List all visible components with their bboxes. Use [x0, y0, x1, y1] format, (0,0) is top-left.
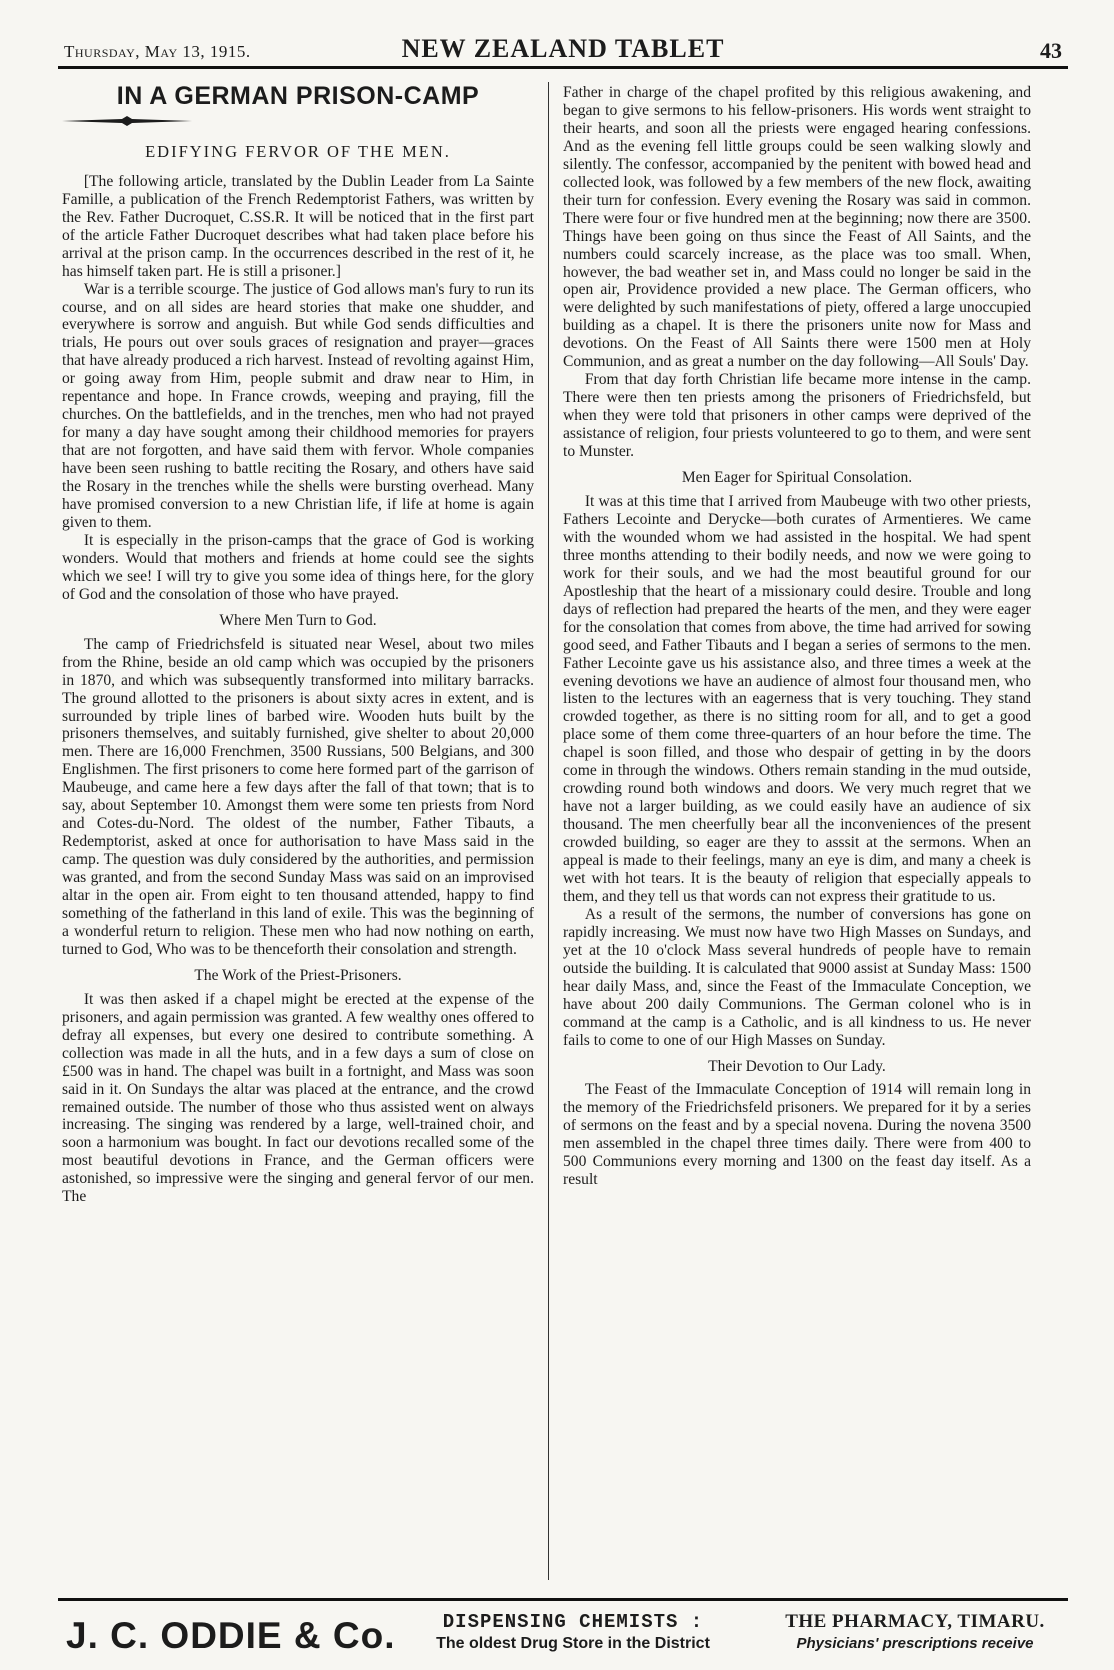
section-heading: The Work of the Priest-Prisoners. [194, 966, 402, 984]
advert-location: THE PHARMACY, TIMARU. [785, 1611, 1045, 1632]
newspaper-title: NEW ZEALAND TABLET [401, 34, 725, 63]
advertiser-name: J. C. ODDIE & Co. [66, 1615, 396, 1656]
advert-line-2: The oldest Drug Store in the District [436, 1635, 710, 1652]
paragraph: As a result of the sermons, the number of conversions has gone on rapidly increasing. We must now have two High Masses on Sundays, and yet at the 10 o'clock Mass several hundreds of people have to remain outside the building. It is calculated that 9000 assist at Sunday Mass: 1500 hear daily Mass, and, since the Feast of the Immaculate Conception, we have about 200 daily Communions. The German colonel who is in command at the camp is a Catholic, and is all kindness to us. He never fails to come to one of our High Masses on Sunday. [563, 905, 1031, 1049]
column-rule [548, 82, 549, 1580]
paragraph: The camp of Friedrichsfeld is situated near Wesel, about two miles from the Rhine, beside an old camp which was occupied by the prisoners in 1870, and which was subsequently transformed into military barracks. The ground allotted to the prisoners is about sixty acres in extent, and is surrounded by triple lines of barbed wire. Wooden huts built by the prisoners themselves, and suitably furnished, give shelter to about 20,000 men. There are 16,000 Frenchmen, 3500 Russians, 500 Belgians, and 300 Englishmen. The first prisoners to come here formed part of the garrison of Maubeuge, and came here a few days after the fall of that town; that is to say, about September 10. Amongst them were some ten priests from Nord and Cotes-du-Nord. The oldest of the number, Father Tibauts, a Redemptorist, asked at once for authorisation to have Mass said in the camp. The question was duly considered by the authorities, and permission was granted, and from the second Sunday Mass was said on an improvised altar in the open air. From eight to ten thousand attended, happy to find something of the fatherland in this land of exile. This was the beginning of a wonderful return to religion. These men who had now nothing on earth, turned to God, Who was to be thenceforth their consolation and strength. [62, 635, 534, 958]
paragraph: The Feast of the Immaculate Conception of 1914 will remain long in the memory of the Friedrichsfeld prisoners. We prepared for it by a series of sermons on the feast and by a special novena. During the novena 3500 men assembled in the chapel three times daily. There were from 400 to 500 Communions every morning and 1300 on the feast day itself. As a result [563, 1081, 1031, 1189]
section-heading: Their Devotion to Our Lady. [708, 1057, 886, 1075]
masthead [58, 34, 1068, 69]
paragraph: It is especially in the prison-camps that the grace of God is working wonders. Would that mothers and friends at home could see the sights which we see! I will try to give you some idea of things here, for the glory of God and the consolation of those who have prayed. [62, 531, 534, 603]
paragraph: It was then asked if a chapel might be erected at the expense of the prisoners, and again permission was granted. A few wealthy ones offered to defray all expenses, but every one desired to contribute something. A collection was made in all the huts, and in a few days a sum of close on £500 was in hand. The chapel was built in a fortnight, and Mass was soon said in it. On Sundays the altar was placed at the entrance, and the crowd remained outside. The number of those who thus assisted went on always increasing. The singing was rendered by a large, well-trained choir, and soon a harmonium was bought. In fact our devotions recalled some of the most beautiful devotions in France, and the German officers were astonished, so impressive were the singing and general fervor of our men. The [62, 990, 534, 1206]
paragraph: From that day forth Christian life became more intense in the camp. There were then ten priests among the prisoners of Friedrichsfeld, but when they were told that prisoners in other camps were deprived of the assistance of religion, four priests volunteered to go to them, and were sent to Munster. [563, 371, 1031, 461]
section-heading: Men Eager for Spiritual Consolation. [681, 469, 913, 487]
article-subtitle: EDIFYING FERVOR OF THE MEN. [145, 141, 451, 161]
title-ornament [62, 116, 192, 126]
issue-date: Thursday, May 13, 1915. [64, 42, 251, 61]
paragraph: War is a terrible scourge. The justice of God allows man's fury to run its course, and on all sides are heard stories that make one shudder, and everywhere is sorrow and anguish. But while God sends difficulties and trials, He pours out over souls graces of resignation and prayer—graces that have already produced a rich harvest. Instead of revolting against Him, or going away from Him, people submit and draw near to Him, in repentance and hope. In France crowds, weeping and praying, fill the churches. On the battlefields, and in the trenches, men who had not prayed for many a day have sought among their childhood memories for prayers that are not forgotten, and have said them with fervor. Whole companies have been seen rushing to battle reciting the Rosary, and others have said the Rosary in the trenches while the shells were bursting overhead. Many have promised conversion to a new Christian life, if life at home is again given to them. [62, 280, 534, 531]
paragraph: Father in charge of the chapel profited by this religious awakening, and began to give sermons to his fellow-prisoners. His words went straight to their hearts, and soon all the priests were engaged hearing confessions. And as the evening fell little groups could be seen walking slowly and silently. The confessor, accompanied by the penitent with bowed head and collected look, was followed by a few members of the new flock, awaiting their turn for confession. Every evening the Rosary was said in common. There were four or five hundred men at the beginning; now there are 3500. Things have been going on thus since the Feast of All Saints, and the numbers could scarcely increase, as the place was too small. When, however, the bad weather set in, and Mass could no longer be said in the open air, Providence provided a new place. The German officers, who were delighted by such manifestations of piety, offered a large unoccupied building as a chapel. It is there the prisoners unite now for Mass and devotions. On the Feast of All Saints there were 1500 men at Holy Communion, and as great a number on the day following—All Souls' Day. [563, 84, 1031, 371]
page-number: 43 [1040, 38, 1062, 63]
right-column [563, 84, 1031, 1580]
advertisement-banner [58, 1598, 1068, 1661]
advert-right [770, 1611, 1060, 1652]
advert-tagline: Physicians' prescriptions receive [796, 1635, 1034, 1652]
editor-note: [The following article, translated by the Dublin Leader from La Sainte Famille, a publication of the French Redemptorist Fathers, was written by the Rev. Father Ducroquet, C.SS.R. It will be noticed that in the first part of the article Father Ducroquet describes what had taken place before his arrival at the prison camp. In the occurrences described in the rest of it, he has himself taken part. He is still a prisoner.] [62, 172, 534, 280]
left-column [62, 84, 534, 1580]
article-title: IN A GERMAN PRISON-CAMP [116, 84, 480, 110]
paragraph: It was at this time that I arrived from Maubeuge with two other priests, Fathers Lecointe and Derycke—both curates of Armentieres. We came with the wounded whom we had assisted in the hospital. We had spent three months attending to their bodily needs, and now we were going to work for their souls, and we had the most beautiful ground for our Apostleship that the heart of a missionary could desire. Trouble and long days of reflection had prepared the hearts of the men, and they were eager for the consolation that comes from above, the time had arrived for sowing good seed, and Father Tibauts and I began a series of sermons to the men. Father Lecointe gave us his assistance also, and three times a week at the evening devotions we have an audience of almost four thousand men, who listen to the lectures with an eagerness that is very touching. They stand crowded together, as there is no sitting room for all, and to get a good place some of them come three-quarters of an hour before the time. The chapel is soon filled, and those who despair of getting in by the doors come in through the windows. Others remain standing in the mud outside, crowding round both windows and doors. We very much regret that we have not a larger building, as we could easily have an audience of six thousand. The men cheerfully bear all the inconveniences of the present crowded building, so eager are they to asssit at the sermons. When an appeal is made to their feelings, many an eye is dim, and many a cheek is wet with hot tears. It is the beauty of religion that especially appeals to them, and they tell us that words can not express their gratitude to us. [563, 492, 1031, 905]
section-heading: Where Men Turn to God. [219, 611, 377, 629]
ornament-rule [62, 116, 192, 126]
advert-line-1: DISPENSING CHEMISTS : [442, 1611, 704, 1633]
advert-middle [403, 1611, 743, 1653]
